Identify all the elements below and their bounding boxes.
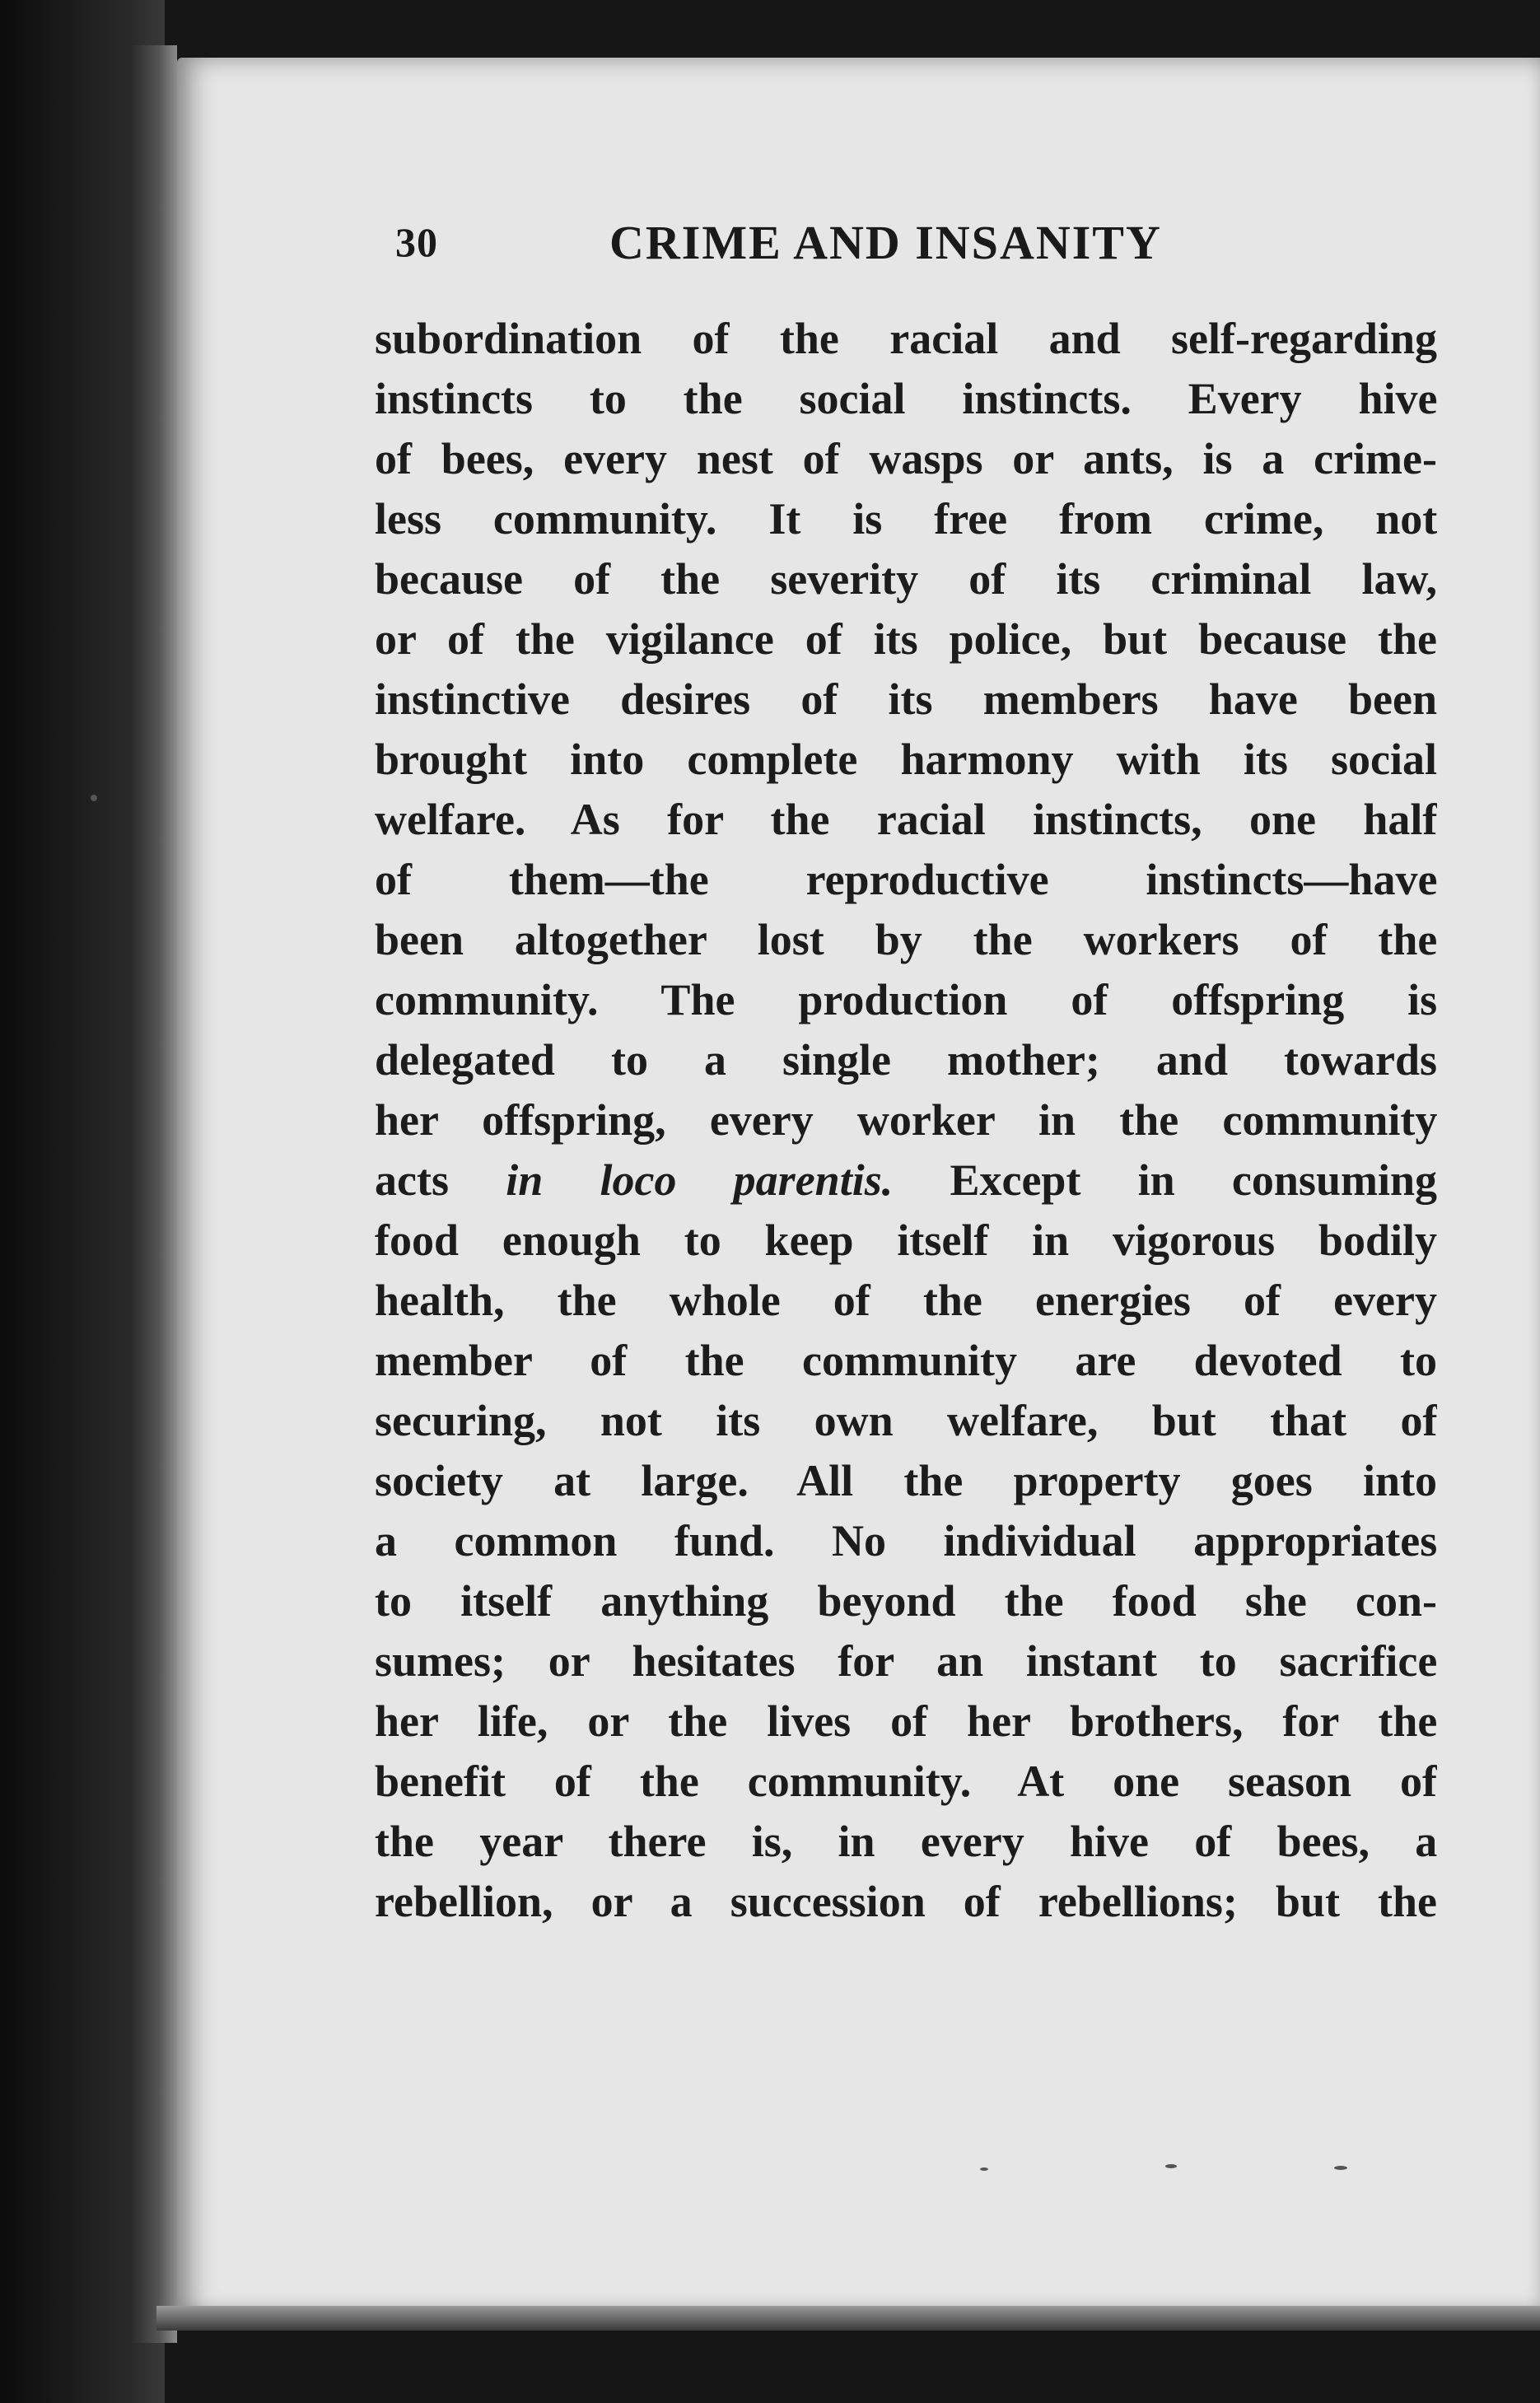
dust-speck bbox=[1334, 2166, 1347, 2170]
text-line: a common fund. No individual appropriates bbox=[375, 1516, 1437, 1565]
body-text bbox=[375, 309, 1437, 1932]
text-line: instinctive desires of its members have been bbox=[375, 674, 1437, 724]
text-line: subordination of the racial and self-regarding bbox=[375, 314, 1437, 363]
text-line: welfare. As for the racial instincts, one half bbox=[375, 795, 1437, 844]
text-line: securing, not its own welfare, but that of bbox=[375, 1396, 1437, 1445]
dust-speck bbox=[1165, 2164, 1177, 2168]
page-number: 30 bbox=[395, 219, 438, 265]
text-line: to itself anything beyond the food she con- bbox=[375, 1576, 1437, 1626]
text-line: health, the whole of the energies of every bbox=[375, 1276, 1437, 1325]
text-line: benefit of the community. At one season of bbox=[375, 1757, 1437, 1806]
text-line: food enough to keep itself in vigorous bodily bbox=[375, 1215, 1437, 1265]
text-line: because of the severity of its criminal law, bbox=[375, 554, 1437, 604]
text-line: of them—the reproductive instincts—have bbox=[375, 855, 1437, 904]
text-line: sumes; or hesitates for an instant to sacrifice bbox=[375, 1636, 1437, 1686]
text-word: acts bbox=[375, 1155, 449, 1205]
text-line: delegated to a single mother; and towards bbox=[375, 1035, 1437, 1085]
text-line: of bees, every nest of wasps or ants, is a crime- bbox=[375, 434, 1437, 483]
text-line: rebellion, or a succession of rebellions; but the bbox=[375, 1877, 1437, 1926]
text-line-italic-phrase bbox=[375, 1150, 1437, 1211]
page-header bbox=[395, 210, 1268, 284]
dust-speck bbox=[91, 795, 97, 801]
text-line: less community. It is free from crime, not bbox=[375, 494, 1437, 544]
text-line: member of the community are devoted to bbox=[375, 1336, 1437, 1385]
text-line: brought into complete harmony with its social bbox=[375, 735, 1437, 784]
page-bottom-edge bbox=[156, 2306, 1540, 2331]
text-line: been altogether lost by the workers of the bbox=[375, 915, 1437, 964]
text-line: her life, or the lives of her brothers, for the bbox=[375, 1696, 1437, 1746]
dust-speck bbox=[980, 2167, 988, 2171]
text-line: community. The production of offspring is bbox=[375, 975, 1437, 1024]
text-fragment: Except in consuming bbox=[950, 1155, 1437, 1205]
page-edge-shadow bbox=[132, 45, 177, 2343]
italic-phrase: in loco parentis. bbox=[506, 1155, 894, 1205]
text-line: her offspring, every worker in the community bbox=[375, 1095, 1437, 1145]
text-line: society at large. All the property goes into bbox=[375, 1456, 1437, 1505]
text-line: the year there is, in every hive of bees, a bbox=[375, 1817, 1437, 1866]
running-head: CRIME AND INSANITY bbox=[609, 216, 1162, 269]
text-line: instincts to the social instincts. Every hive bbox=[375, 374, 1437, 423]
text-line: or of the vigilance of its police, but because the bbox=[375, 614, 1437, 664]
